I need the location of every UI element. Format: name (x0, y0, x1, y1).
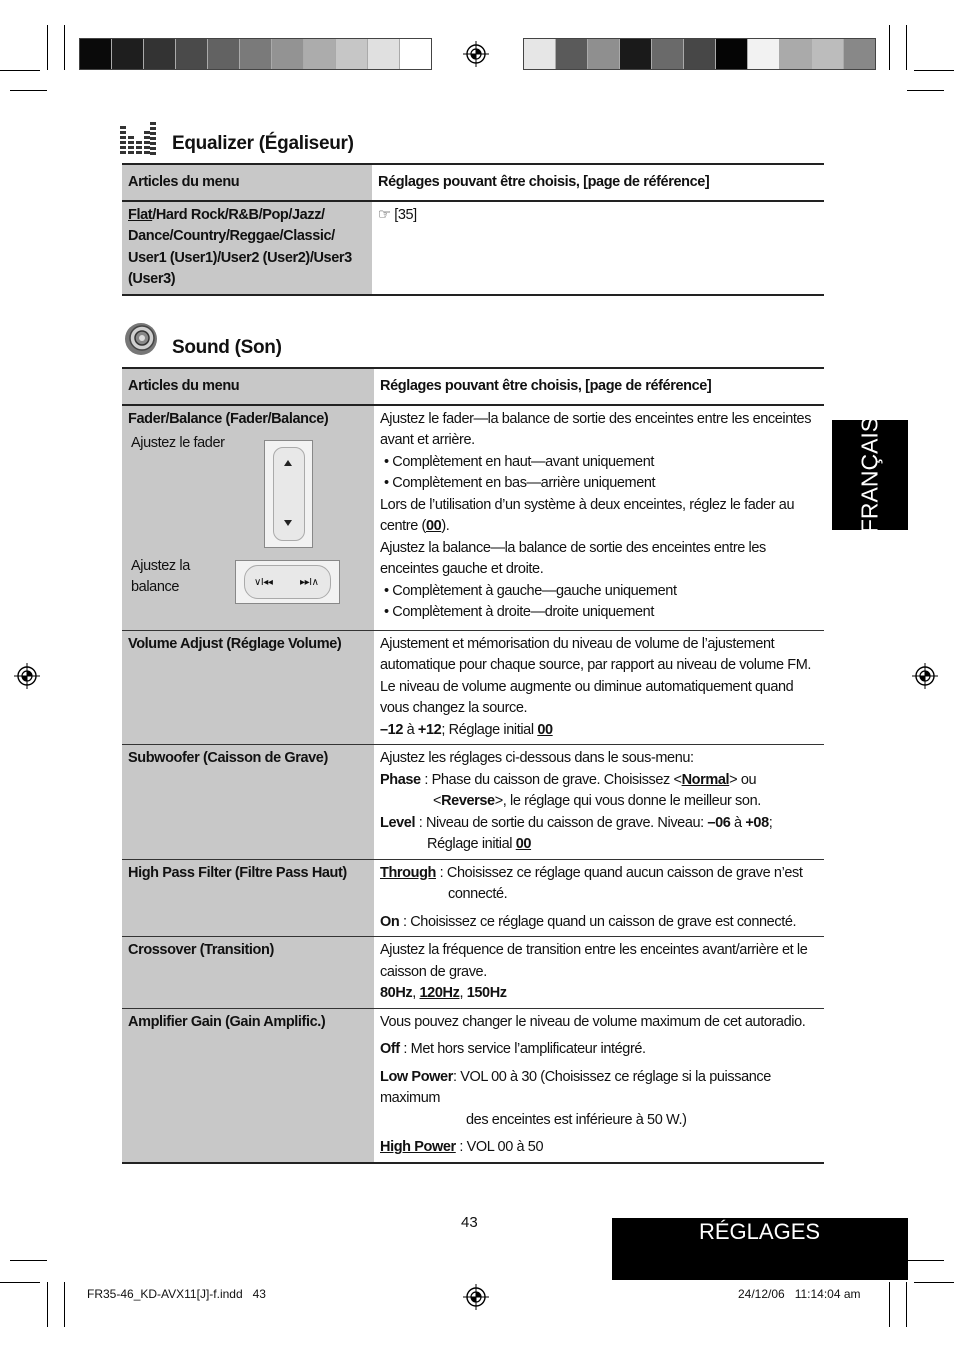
table-row-crossover (122, 937, 824, 1009)
fader-two-speaker (380, 495, 818, 538)
color-swatch (144, 39, 176, 69)
fader-bullet: • Complètement en haut—avant uniquement (384, 453, 654, 470)
color-bar-right (523, 38, 876, 70)
color-swatch (272, 39, 304, 69)
header-left: Articles du menu (122, 164, 372, 201)
option: Low Power (380, 1068, 453, 1085)
volume-range (380, 720, 818, 742)
text: > ou (729, 771, 757, 788)
crop-mark (914, 70, 954, 71)
registration-mark-icon (463, 1284, 489, 1310)
color-swatch (240, 39, 272, 69)
through-line-2: connecté. (448, 886, 508, 902)
crop-mark (0, 1282, 40, 1283)
option: Off (380, 1041, 400, 1057)
crop-mark (10, 90, 47, 91)
language-tab (832, 416, 908, 534)
color-swatch (684, 39, 716, 69)
color-swatch (556, 39, 588, 69)
text: ). (441, 518, 450, 534)
balance-caption: Ajustez la balance (131, 557, 190, 595)
level-line (380, 813, 818, 835)
text: ; Réglage initial (441, 721, 538, 738)
header-left: Articles du menu (122, 368, 374, 405)
fader-bullet: • Complètement en bas—arrière uniquement (384, 475, 656, 491)
crop-mark (47, 1282, 48, 1327)
header-right: Réglages pouvant être choisis, [page de référence] (378, 174, 710, 190)
text: à (403, 721, 418, 738)
color-swatch (208, 39, 240, 69)
phase-line (380, 770, 818, 792)
equalizer-reference: ☞ [35] (378, 206, 417, 223)
language-tab-label: FRANÇAIS (856, 416, 883, 534)
fader-label: Fader/Balance (Fader/Balance) (128, 410, 329, 427)
balance-bullet: • Complètement à gauche—gauche uniquement (384, 582, 677, 599)
seek-back-icon: ∨I◂◂ (254, 576, 273, 588)
through-line (380, 863, 818, 885)
color-swatch (304, 39, 336, 69)
max: +08 (745, 814, 769, 831)
key: Level (380, 814, 416, 831)
text: , (412, 985, 420, 1001)
default-option: Through (380, 864, 436, 881)
crossover-values (380, 983, 818, 1005)
balance-control-image (235, 560, 340, 604)
volume-description (374, 630, 824, 745)
initial-value: 00 (537, 721, 553, 738)
crop-mark (889, 25, 890, 70)
table-row-gain (122, 1008, 824, 1163)
equalizer-table (122, 163, 824, 296)
preset-default: Flat (128, 206, 153, 223)
crop-mark (0, 70, 40, 71)
footer-timestamp: 24/12/06 11:14:04 am (738, 1287, 861, 1301)
crop-mark (47, 25, 48, 70)
subwoofer-label: Subwoofer (Caisson de Grave) (122, 745, 374, 860)
text: >, le réglage qui vous donne le meilleur son. (494, 793, 761, 809)
color-swatch (112, 39, 144, 69)
high-line (380, 1137, 818, 1159)
fader-control-image (264, 440, 313, 548)
section-tab (612, 1218, 908, 1280)
gain-text: Vous pouvez changer le niveau de volume maximum de cet autoradio. (380, 1013, 806, 1030)
crop-mark (64, 1282, 65, 1327)
color-swatch (716, 39, 748, 69)
table-row-hpf (122, 859, 824, 937)
balance-text: Ajustez la balance—la balance de sortie des enceintes entre les enceintes gauche et droite. (380, 539, 766, 577)
sound-title: Sound (Son) (172, 337, 282, 358)
option: 150Hz (466, 985, 507, 1001)
color-swatch (748, 39, 780, 69)
fader-caption: Ajustez le fader (131, 434, 225, 451)
preset-list: /Hard Rock/R&B/Pop/Jazz/ Dance/Country/Reggae/Classic/ User1 (User1)/User2 (User2)/User3 (User3) (128, 206, 352, 287)
level-line-2 (380, 834, 818, 856)
crossover-description (374, 937, 824, 1009)
initial-value: 00 (425, 518, 442, 534)
crossover-text: Ajustez la fréquence de transition entre les enceintes avant/arrière et le caisson de grave. (380, 942, 808, 980)
option: On (380, 913, 400, 930)
initial-value: 00 (515, 836, 532, 852)
equalizer-title: Equalizer (Égaliseur) (172, 133, 354, 154)
text: : VOL 00 à 30 (Choisissez ce réglage si la puissance maximum (380, 1068, 771, 1106)
phase-line-2 (380, 791, 818, 813)
text: : VOL 00 à 50 (455, 1139, 544, 1155)
crop-mark (889, 1282, 890, 1327)
text: : Phase du caisson de grave. Choisissez < (420, 771, 682, 788)
color-swatch (524, 39, 556, 69)
header-right: Réglages pouvant être choisis, [page de référence] (380, 378, 712, 394)
key: Phase (380, 771, 421, 788)
page-number: 43 (461, 1214, 478, 1231)
text: : Choisissez ce réglage quand un caisson de grave est connecté. (399, 913, 797, 930)
volume-text: Ajustement et mémorisation du niveau de volume de l’ajustement automatique pour chaque source, par rapport au niveau de volume FM. Le niveau de volume augmente ou diminue automatiquement quand vous changez la source. (380, 635, 812, 716)
crop-mark (907, 1260, 944, 1261)
color-swatch (652, 39, 684, 69)
min: –06 (707, 814, 731, 831)
text: : Niveau de sortie du caisson de grave. Niveau: (415, 814, 708, 831)
color-swatch (780, 39, 812, 69)
option: Reverse (441, 793, 495, 809)
default-option: High Power (380, 1139, 456, 1155)
color-swatch (176, 39, 208, 69)
crop-mark (906, 25, 907, 70)
max: +12 (417, 721, 442, 738)
color-swatch (336, 39, 368, 69)
text: à (730, 814, 746, 831)
color-swatch (400, 39, 431, 69)
crop-mark (64, 25, 65, 70)
color-swatch (844, 39, 875, 69)
table-header-row (122, 368, 824, 405)
section-tab-label: RÉGLAGES (699, 1219, 821, 1244)
hpf-label: High Pass Filter (Filtre Pass Haut) (122, 859, 374, 937)
balance-bullet: • Complètement à droite—droite uniquement (384, 604, 654, 620)
option: 80Hz (380, 985, 413, 1001)
fader-text: Ajustez le fader—la balance de sortie des enceintes entre les enceintes avant et arrière. (380, 410, 812, 448)
text: : Met hors service l’amplificateur intégré. (399, 1041, 646, 1057)
color-bar-left (79, 38, 432, 70)
text: < (433, 793, 442, 809)
low-line (380, 1067, 818, 1110)
subwoofer-description (374, 745, 824, 860)
fader-cell (122, 405, 374, 631)
registration-mark-icon (912, 663, 938, 689)
color-swatch (620, 39, 652, 69)
speaker-icon (123, 321, 159, 357)
crop-mark (906, 1282, 907, 1327)
volume-label: Volume Adjust (Réglage Volume) (122, 630, 374, 745)
table-row-volume (122, 630, 824, 745)
text: ; (768, 814, 773, 831)
table-header-row (122, 164, 824, 201)
table-row (122, 201, 824, 295)
crop-mark (10, 1260, 47, 1261)
footer-file-info: FR35-46_KD-AVX11[J]-f.indd 43 (87, 1287, 266, 1301)
crop-mark (914, 1282, 954, 1283)
table-row-subwoofer (122, 745, 824, 860)
table-row-fader (122, 405, 824, 631)
color-swatch (588, 39, 620, 69)
text: , (459, 985, 467, 1001)
subwoofer-text: Ajustez les réglages ci-dessous dans le sous-menu: (380, 750, 694, 766)
default-option: Normal (681, 771, 730, 788)
gain-description (374, 1008, 824, 1163)
gain-label: Amplifier Gain (Gain Amplific.) (122, 1008, 374, 1163)
hpf-description (374, 859, 824, 937)
color-swatch (80, 39, 112, 69)
seek-forward-icon: ▸▸I∧ (300, 576, 319, 588)
text: Réglage initial (427, 836, 516, 852)
equalizer-presets (122, 201, 372, 295)
on-line (380, 912, 818, 934)
registration-mark-icon (463, 41, 489, 67)
down-arrow-icon (283, 519, 293, 527)
crop-mark (907, 90, 944, 91)
off-line (380, 1039, 818, 1061)
crossover-label: Crossover (Transition) (122, 937, 374, 1009)
default-option: 120Hz (419, 985, 460, 1001)
color-swatch (368, 39, 400, 69)
color-swatch (812, 39, 844, 69)
min: –12 (380, 721, 403, 738)
equalizer-icon (120, 122, 156, 156)
fader-description (374, 405, 824, 631)
sound-table (122, 367, 824, 1164)
up-arrow-icon (283, 459, 293, 467)
registration-mark-icon (14, 663, 40, 689)
low-line-2: des enceintes est inférieure à 50 W.) (466, 1111, 687, 1128)
text: : Choisissez ce réglage quand aucun caisson de grave n’est (436, 864, 803, 881)
text: Lors de l’utilisation d’un système à deux enceintes, réglez le fader au centre ( (380, 496, 795, 534)
